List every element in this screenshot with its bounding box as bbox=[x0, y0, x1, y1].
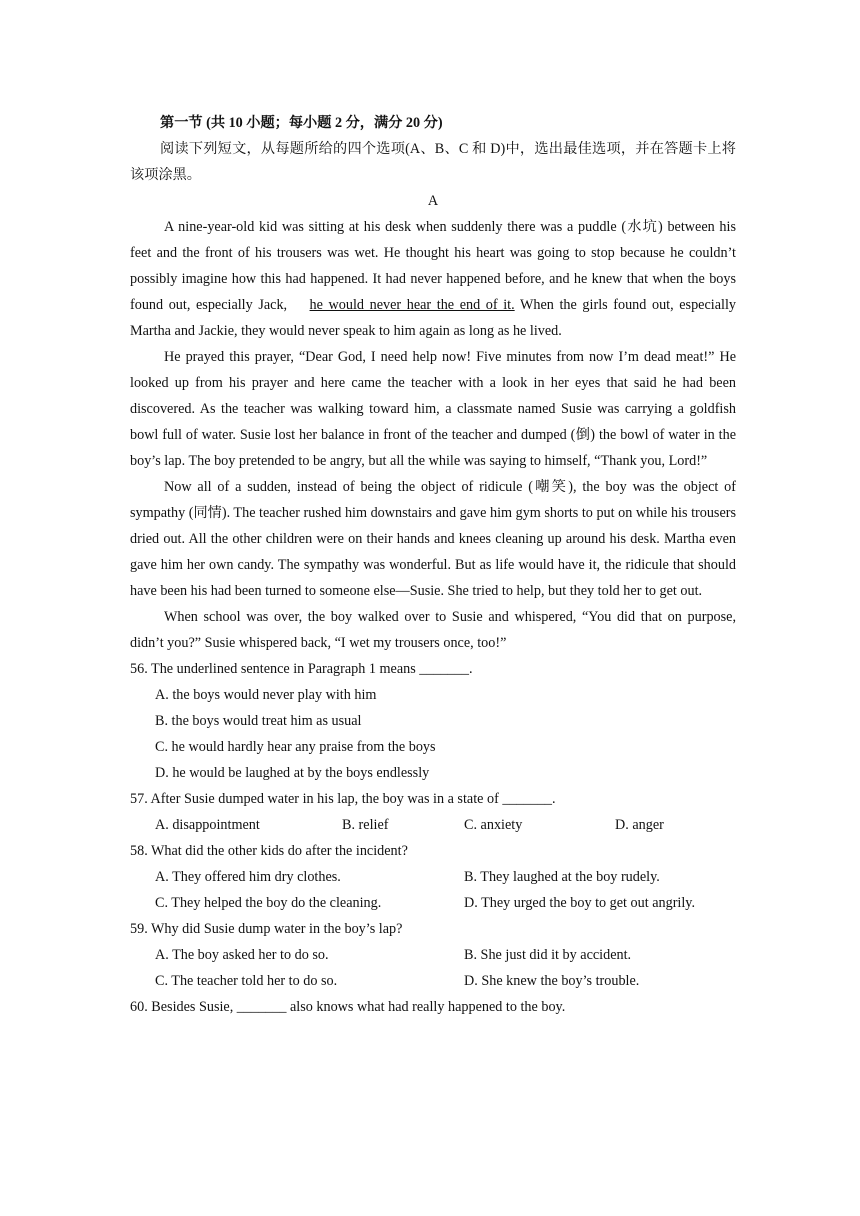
question-58-option-c: C. They helped the boy do the cleaning. bbox=[155, 895, 382, 911]
question-60-stem: 60. Besides Susie, _______ also knows what had really happened to the boy. bbox=[130, 999, 566, 1015]
question-56-option-d: D. he would be laughed at by the boys endlessly bbox=[155, 765, 430, 781]
question-58-option-b: B. They laughed at the boy rudely. bbox=[464, 869, 660, 885]
passage-paragraph-1 bbox=[130, 214, 740, 344]
question-59-option-b: B. She just did it by accident. bbox=[464, 947, 632, 963]
question-59-option-a: A. The boy asked her to do so. bbox=[155, 947, 329, 963]
question-56-stem: 56. The underlined sentence in Paragraph 1 means _______. bbox=[130, 661, 473, 677]
question-57-option-c: C. anxiety bbox=[464, 817, 523, 833]
reading-section bbox=[130, 110, 740, 1020]
passage-label: A bbox=[427, 193, 439, 209]
question-57-options bbox=[130, 812, 736, 838]
question-59-option-c: C. The teacher told her to do so. bbox=[155, 973, 338, 989]
question-57-option-d: D. anger bbox=[615, 817, 664, 833]
paragraph-1-text-end: When the girls found out, especially Martha and Jackie, they would never speak to him again as long as he lived. bbox=[130, 297, 736, 339]
passage-paragraph-2: He prayed this prayer, “Dear God, I need help now! Five minutes from now I’m dead meat!” He looked up from his prayer and here came the teacher with a look in her eyes that said he had been discovered. As the teacher was walking toward him, a classmate named Susie was carrying a goldfish bowl full of water. Susie lost her balance in front of the teacher and dumped (倒) the bowl of water in the boy’s lap. The boy pretended to be angry, but all the while was saying to himself, “Thank you, Lord!” bbox=[130, 349, 736, 469]
question-58-option-d: D. They urged the boy to get out angrily. bbox=[464, 895, 696, 911]
question-59-options-row-1 bbox=[130, 942, 736, 968]
paragraph-1-text-start: A nine-year-old kid was sitting at his desk when suddenly there was a puddle (水坑) between his feet and the front of his trousers was wet. He thought his heart was going to stop because he couldn’t possibly imagine how this had happened. It had never happened before, and he knew that when the boys found out, especially Jack, bbox=[130, 219, 740, 313]
question-58-option-a: A. They offered him dry clothes. bbox=[155, 869, 341, 885]
question-56-option-b: B. the boys would treat him as usual bbox=[155, 713, 362, 729]
question-59-options-row-2 bbox=[130, 968, 736, 994]
question-57-option-a: A. disappointment bbox=[155, 817, 260, 833]
section-title: 第一节 (共 10 小题；每小题 2 分，满分 20 分) bbox=[160, 115, 443, 131]
question-56-option-a: A. the boys would never play with him bbox=[155, 687, 377, 703]
question-59-stem: 59. Why did Susie dump water in the boy’s lap? bbox=[130, 921, 403, 937]
question-57-stem: 57. After Susie dumped water in his lap, the boy was in a state of _______. bbox=[130, 791, 556, 807]
question-57-option-b: B. relief bbox=[342, 817, 389, 833]
passage-paragraph-3: Now all of a sudden, instead of being the object of ridicule (嘲笑), the boy was the object of sympathy (同情). The teacher rushed him downstairs and gave him gym shorts to put on while his trousers dried out. All the other children were on their hands and knees cleaning up around his desk. Martha even gave him her own candy. The sympathy was wonderful. But as life would have it, the ridicule that should have been his had been turned to someone else—Susie. She tried to help, but they told her to get out. bbox=[130, 479, 736, 599]
passage-paragraph-4: When school was over, the boy walked over to Susie and whispered, “You did that on purpose, didn’t you?” Susie whispered back, “I wet my trousers once, too!” bbox=[130, 609, 736, 651]
question-56-option-c: C. he would hardly hear any praise from the boys bbox=[155, 739, 436, 755]
question-59-option-d: D. She knew the boy’s trouble. bbox=[464, 973, 640, 989]
underlined-sentence: he would never hear the end of it. bbox=[309, 297, 515, 313]
question-58-stem: 58. What did the other kids do after the incident? bbox=[130, 843, 408, 859]
question-58-options-row-2 bbox=[130, 890, 736, 916]
question-58-options-row-1 bbox=[130, 864, 736, 890]
section-instruction: 阅读下列短文，从每题所给的四个选项(A、B、C 和 D)中，选出最佳选项，并在答题卡上将该项涂黑。 bbox=[130, 141, 736, 183]
